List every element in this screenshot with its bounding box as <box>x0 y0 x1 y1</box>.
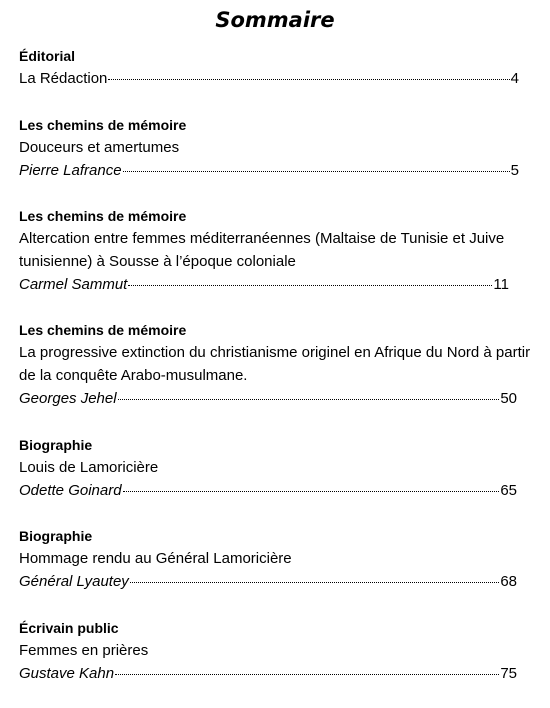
toc-page-number: 11 <box>493 276 509 293</box>
toc-category: Les chemins de mémoire <box>19 117 187 133</box>
toc-entry <box>19 45 535 90</box>
toc-subject: Louis de Lamoricière <box>19 459 159 476</box>
toc-author-line[interactable] <box>19 570 517 593</box>
toc-entry <box>19 319 535 410</box>
toc-author: Georges Jehel <box>19 390 117 407</box>
dot-leader <box>115 674 499 675</box>
toc-author-line[interactable] <box>19 387 517 410</box>
toc-author: Gustave Kahn <box>19 665 115 682</box>
dot-leader <box>128 285 492 286</box>
toc-subject: La progressive extinction du christianisme originel en Afrique du Nord à partir de la conquête Arabo-musulmane. <box>19 344 531 384</box>
toc-author-line[interactable] <box>19 159 519 182</box>
dot-leader <box>118 399 500 400</box>
toc-page-number: 50 <box>500 390 517 407</box>
toc-page-number: 68 <box>500 573 517 590</box>
toc-subject: Douceurs et amertumes <box>19 139 180 156</box>
toc-page-number: 75 <box>500 665 517 682</box>
toc-author: Carmel Sammut <box>19 276 128 293</box>
toc-subject: Altercation entre femmes méditerranéennes (Maltaise de Tunisie et Juive tunisienne) à Sousse à l’époque coloniale <box>19 230 505 270</box>
toc-category: Éditorial <box>19 48 76 64</box>
toc-category: Écrivain public <box>19 620 119 636</box>
toc-author: Odette Goinard <box>19 482 122 499</box>
dot-leader <box>123 491 500 492</box>
toc-subject: Femmes en prières <box>19 642 149 659</box>
toc-category: Biographie <box>19 437 93 453</box>
toc-entry <box>19 205 535 296</box>
page-title: Sommaire <box>215 8 335 32</box>
toc-author-line[interactable] <box>19 67 519 90</box>
toc-entry <box>19 114 535 182</box>
toc-author-line[interactable] <box>19 662 517 685</box>
toc-subject: Hommage rendu au Général Lamoricière <box>19 550 292 567</box>
dot-leader <box>108 79 509 80</box>
dot-leader <box>130 582 500 583</box>
dot-leader <box>123 171 510 172</box>
toc-page-number: 5 <box>510 162 519 179</box>
toc-entry <box>19 434 535 502</box>
toc-author: Pierre Lafrance <box>19 162 122 179</box>
toc-category: Biographie <box>19 528 93 544</box>
toc-page-number: 4 <box>510 70 519 87</box>
toc-author: Général Lyautey <box>19 573 129 590</box>
toc-author-line[interactable] <box>19 479 517 502</box>
toc-author-line[interactable] <box>19 273 509 296</box>
toc-category: Les chemins de mémoire <box>19 208 187 224</box>
toc-entry <box>19 525 535 593</box>
toc-page-number: 65 <box>500 482 517 499</box>
toc-entry <box>19 617 535 685</box>
toc-author: La Rédaction <box>19 70 108 87</box>
toc-category: Les chemins de mémoire <box>19 322 187 338</box>
